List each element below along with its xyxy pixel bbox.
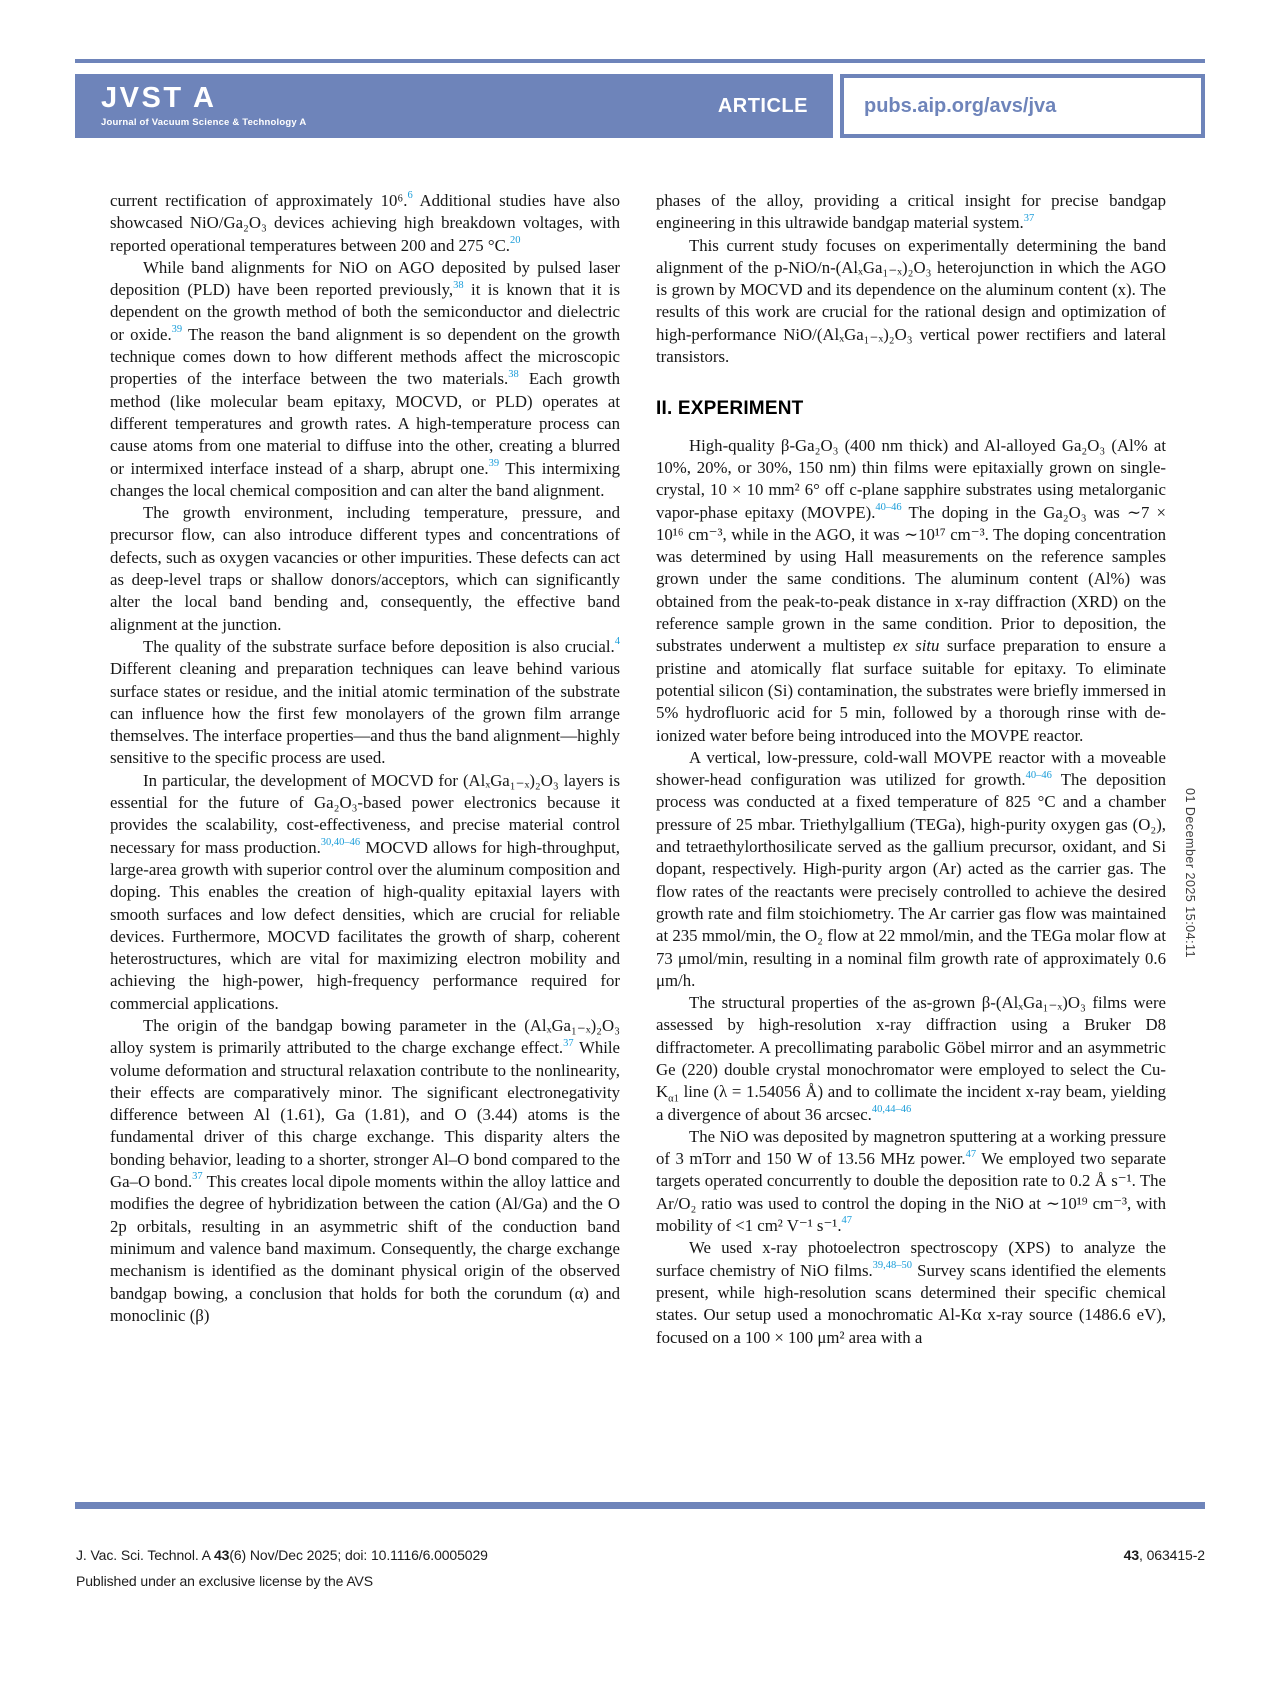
journal-logo-title: JVST A — [101, 82, 217, 114]
paragraph — [656, 190, 1166, 235]
citation-reference[interactable]: 4 — [614, 636, 620, 648]
citation-reference[interactable]: 40,44–46 — [871, 1103, 912, 1115]
paragraph — [656, 235, 1166, 369]
section-heading: II. EXPERIMENT — [656, 398, 804, 420]
citation-reference[interactable]: 47 — [841, 1215, 853, 1227]
text-run: Different cleaning and preparation techniques can leave behind various surface states or residue, and the initial atomic termination of the substrate can influence how the first few monolayers of the grown film arrange themselves. The interface properties—and thus the band alignment—highly sensitive to the specific process are used. — [110, 659, 620, 768]
footer-rule — [75, 1502, 1205, 1509]
download-timestamp: 01 December 2025 15:04:11 — [1183, 788, 1197, 959]
text-run: The doping in the Ga₂O₃ was ∼7 × 10¹⁶ cm⁻³, while in the AGO, it was ∼10¹⁷ cm⁻³. The doping concentration was determined by using Hall measurements on the reference samples grown under the same conditions. The aluminum content (Al%) was obtained from the peak-to-peak distance in x-ray diffraction (XRD) on the reference sample grown in the same condition. Prior to deposition, the substrates underwent a multistep — [656, 502, 1166, 656]
citation-reference[interactable]: 30,40–46 — [320, 837, 361, 849]
text-run: line (λ = 1.54056 Å) and to collimate the incident x-ray beam, yielding a divergence of about 36 arcsec. — [656, 1082, 1166, 1124]
text-run: The structural properties of the as-grown β-(AlₓGa₁₋ₓ)O₃ films were assessed by high-resolution x-ray diffraction using a Bruker D8 diffractometer. A precollimating parabolic Göbel mirror and an asymmetric Ge (220) double crystal monochromator were employed to select the Cu-K — [656, 993, 1166, 1102]
text-run: This creates local dipole moments within the alloy lattice and modifies the degree of hybridization between the cation (Al/Ga) and the O 2p orbitals, resulting in an asymmetric shift of the conduction band minimum and valence band maximum. Consequently, the charge exchange mechanism is identified as the dominant physical origin of the observed bandgap bowing, a conclusion that holds for both the corundum (α) and monoclinic (β) — [110, 1172, 621, 1325]
footer-page-volume: 43 — [1123, 1547, 1140, 1563]
text-run: While volume deformation and structural relaxation contribute to the nonlinearity, their effects are comparatively minor. The significant electronegativity difference between Al (1.61), Ga (1.81), and O (3.44) atoms is the fundamental driver of this charge exchange. This disparity alters the bonding behavior, leading to a shorter, stronger Al–O bond compared to the Ga–O bond. — [110, 1038, 620, 1192]
text-run: The origin of the bandgap bowing parameter in the (AlₓGa₁₋ₓ)₂O₃ alloy system is primarily attributed to the charge exchange effect. — [110, 1015, 620, 1058]
paragraph — [110, 257, 620, 502]
citation-reference[interactable]: 37 — [563, 1037, 574, 1049]
text-run: The reason the band alignment is so dependent on the growth technique comes down to how different methods affect the microscopic properties of the interface between the two materials. — [110, 324, 620, 389]
paragraph — [656, 1237, 1166, 1348]
text-run: The quality of the substrate surface before deposition is also crucial. — [143, 636, 615, 656]
footer-license: Published under an exclusive license by the AVS — [76, 1573, 374, 1589]
footer-page-suffix: , 063415-2 — [1139, 1547, 1205, 1563]
text-run: In particular, the development of MOCVD for (AlₓGa₁₋ₓ)₂O₃ layers is essential for the future of Ga₂O₃-based power electronics because it provides the scalability, cost-effectiveness, and precise material control necessary for mass production. — [110, 770, 620, 857]
footer-page-number — [1124, 1547, 1205, 1563]
italic-text: ex situ — [892, 636, 940, 656]
footer-volume: 43 — [213, 1547, 230, 1563]
text-run: current rectification of approximately 10⁶. — [110, 191, 408, 210]
citation-reference[interactable]: 39 — [488, 457, 500, 469]
article-type-label: ARTICLE — [717, 94, 808, 117]
text-run: High-quality β-Ga₂O₃ (400 nm thick) and Al-alloyed Ga₂O₃ (Al% at 10%, 20%, or 30%, 150 nm) thin films were epitaxially grown on single-crystal, 10 × 10 mm² 6° off c-plane sapphire substrates using metalorganic vapor-phase epitaxy (MOVPE). — [656, 435, 1166, 522]
text-run: We employed two separate targets operated concurrently to double the deposition rate to 0.2 Å s⁻¹. The Ar/O₂ ratio was used to control the doping in the NiO at ∼10¹⁹ cm⁻³, with mobility of <1 cm² V⁻¹ s⁻¹. — [656, 1149, 1166, 1236]
text-run: surface preparation to ensure a pristine and atomically flat surface suitable for epitaxy. To eliminate potential silicon (Si) contamination, the substrates were briefly immersed in 5% hydrofluoric acid for 5 min, followed by a thorough rinse with de-ionized water before being introduced into the MOVPE reactor. — [656, 636, 1166, 745]
journal-url-link[interactable]: pubs.aip.org/avs/jva — [864, 94, 1057, 117]
header-top-rule — [75, 59, 1205, 63]
journal-url-box — [840, 74, 1205, 138]
journal-banner — [75, 74, 833, 138]
text-run: This current study focuses on experimentally determining the band alignment of the p-NiO/n-(AlₓGa₁₋ₓ)₂O₃ heterojunction in which the AGO is grown by MOCVD and its dependence on the aluminum content (x). The results of this work are crucial for the rational design and optimization of high-performance NiO/(AlₓGa₁₋ₓ)₂O₃ vertical power rectifiers and lateral transistors. — [656, 235, 1166, 367]
paragraph — [656, 992, 1166, 1126]
journal-logo-subtitle: Journal of Vacuum Science & Technology A — [101, 117, 307, 128]
text-run: The growth environment, including temperature, pressure, and precursor flow, can also introduce different types and concentrations of defects, such as oxygen vacancies or other impurities. These defects can act as deep-level traps or shallow donors/acceptors, which can significantly alter the local band bending and, consequently, the effective band alignment at the junction. — [110, 503, 620, 634]
text-run: The NiO was deposited by magnetron sputtering at a working pressure of 3 mTorr and 150 W of 13.56 MHz power. — [656, 1126, 1166, 1169]
text-run: While band alignments for NiO on AGO deposited by pulsed laser deposition (PLD) have been reported previously, — [110, 257, 620, 300]
paragraph — [110, 190, 620, 257]
right-column — [656, 190, 1166, 1485]
footer-citation-prefix: J. Vac. Sci. Technol. A — [76, 1547, 214, 1563]
paragraph — [110, 770, 620, 1015]
citation-reference[interactable]: 20 — [510, 235, 521, 246]
text-run: The deposition process was conducted at a fixed temperature of 825 °C and a chamber pressure of 25 mbar. Triethylgallium (TEGa), high-purity oxygen gas (O₂), and tetraethylorthosilicate served as the gallium precursor, oxidant, and Si dopant, respectively. High-purity argon (Ar) acted as the carrier gas. The flow rates of the reactants were precisely controlled to achieve the desired growth rate and film stoichiometry. The Ar carrier gas flow was maintained at 235 mmol/min, the O₂ flow at 22 mmol/min, and the TEGa molar flow at 73 μmol/min, resulting in a nominal film growth rate of approximately 0.6 μm/h. — [656, 770, 1166, 990]
left-column — [110, 190, 620, 1485]
text-run: Each growth method (like molecular beam epitaxy, MOCVD, or PLD) operates at different temperatures and growth rates. A high-temperature process can cause atoms from one material to diffuse into the other, creating a blurred or intermixed interface instead of a sharp, abrupt one. — [110, 369, 620, 478]
paragraph — [656, 1126, 1166, 1237]
citation-reference[interactable]: 39,48–50 — [872, 1260, 913, 1272]
citation-reference[interactable]: 38 — [453, 279, 464, 291]
article-body — [110, 190, 1166, 1485]
paragraph — [110, 502, 620, 636]
text-run: MOCVD allows for high-throughput, large-area growth with superior control over the aluminum composition and doping. This enables the creation of high-quality epitaxial layers with smooth surfaces and low defect densities, which are crucial for reliable devices. Furthermore, MOCVD facilitates the growth of sharp, coherent heterostructures, which are vital for maximizing electron mobility and achieving the high-power, high-frequency performance required for commercial applications. — [110, 837, 620, 1013]
citation-reference[interactable]: 40–46 — [875, 501, 902, 513]
paragraph — [110, 636, 620, 770]
citation-reference[interactable]: 6 — [407, 190, 413, 202]
text-run: A vertical, low-pressure, cold-wall MOVPE reactor with a moveable shower-head configuration was utilized for growth. — [656, 747, 1166, 790]
paragraph — [656, 435, 1166, 747]
citation-reference[interactable]: 37 — [192, 1171, 203, 1183]
text-run: phases of the alloy, providing a critical insight for precise bandgap engineering in this ultrawide bandgap material system. — [656, 191, 1166, 233]
journal-header-banner — [75, 74, 1205, 138]
citation-reference[interactable]: 40–46 — [1025, 769, 1052, 781]
citation-reference[interactable]: 47 — [965, 1148, 977, 1160]
paragraph — [656, 747, 1166, 992]
citation-reference[interactable]: 39 — [171, 324, 183, 336]
text-run: Survey scans identified the elements present, while high-resolution scans determined their specific chemical states. Our setup used a monochromatic Al-Kα x-ray source (1486.6 eV), focused on a 100 × 100 μm² area with a — [656, 1260, 1166, 1347]
footer-citation — [76, 1547, 488, 1563]
citation-reference[interactable]: 37 — [1023, 212, 1035, 224]
text-run: Additional studies have also showcased NiO/Ga₂O₃ devices achieving high breakdown voltages, with reported operational temperatures between 200 and 275 °C. — [110, 191, 620, 255]
citation-reference[interactable]: 38 — [508, 368, 519, 380]
subscript-text: α1 — [668, 1093, 679, 1105]
text-run: it is known that it is dependent on the growth method of both the semiconductor and dielectric or oxide. — [110, 280, 620, 344]
paragraph — [110, 1015, 620, 1327]
text-run: This intermixing changes the local chemical composition and can alter the band alignment. — [110, 458, 620, 500]
journal-logo — [101, 84, 306, 128]
text-run: We used x-ray photoelectron spectroscopy (XPS) to analyze the surface chemistry of NiO films. — [656, 1238, 1166, 1280]
footer-issue-doi: (6) Nov/Dec 2025; doi: 10.1116/6.0005029 — [229, 1547, 488, 1563]
